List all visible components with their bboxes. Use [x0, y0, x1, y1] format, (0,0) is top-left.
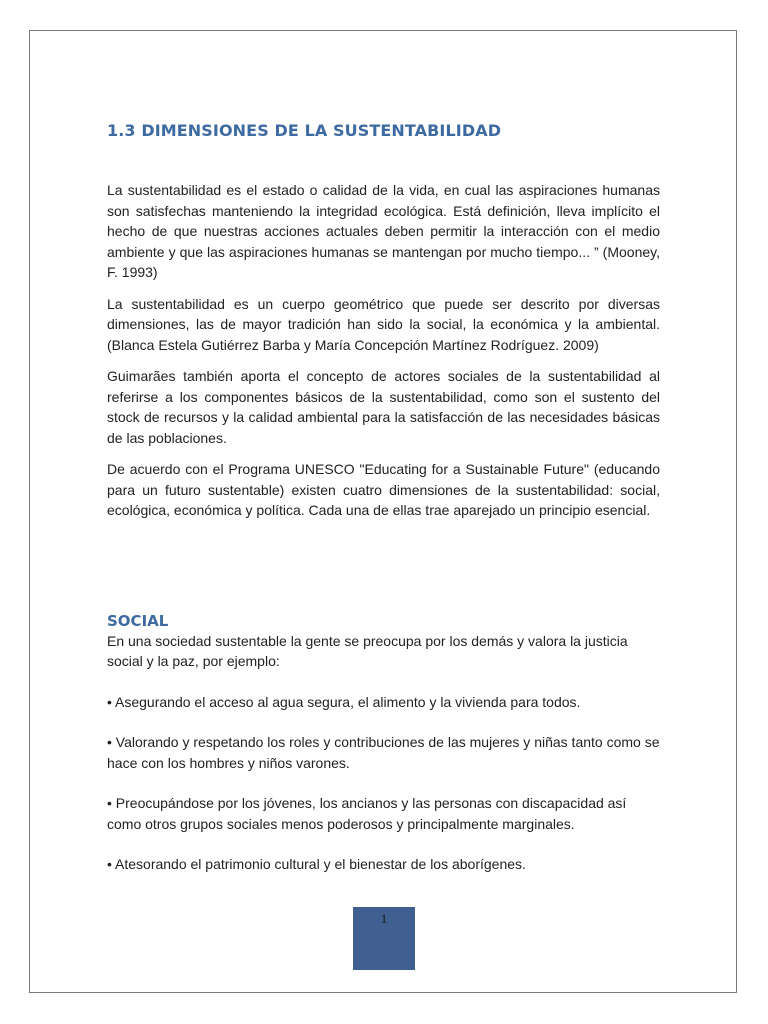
- list-item: • Valorando y respetando los roles y contribuciones de las mujeres y niñas tanto como se hace con los hombres y niños varones.: [107, 734, 660, 771]
- page-content: [107, 121, 660, 875]
- paragraph: La sustentabilidad es el estado o calidad de la vida, en cual las aspiraciones humanas son satisfechas manteniendo la integridad ecológica. Está definición, lleva implícito el hecho de que nuestras acciones actuales deben permitir la interacción con el medio ambiente y que las aspiraciones humanas se mantengan por mucho tiempo... ” (Mooney, F. 1993): [107, 182, 660, 280]
- list-item: • Atesorando el patrimonio cultural y el bienestar de los aborígenes.: [107, 856, 526, 872]
- page-number-badge: [353, 907, 415, 970]
- list-item: • Preocupándose por los jóvenes, los ancianos y las personas con discapacidad así como otros grupos sociales menos poderosos y principalmente marginales.: [107, 795, 627, 832]
- social-intro: En una sociedad sustentable la gente se preocupa por los demás y valora la justicia social y la paz, por ejemplo:: [107, 632, 628, 669]
- page-number: 1: [380, 911, 388, 926]
- paragraph: La sustentabilidad es un cuerpo geométrico que puede ser descrito por diversas dimensiones, las de mayor tradición han sido la social, la económica y la ambiental. (Blanca Estela Gutiérrez Barba y María Concepción Martínez Rodríguez. 2009): [107, 295, 660, 353]
- social-heading: SOCIAL: [107, 611, 169, 630]
- section-title: 1.3 DIMENSIONES DE LA SUSTENTABILIDAD: [107, 121, 502, 140]
- paragraph: Guimarães también aporta el concepto de actores sociales de la sustentabilidad al referirse a los componentes básicos de la sustentabilidad, como son el sustento del stock de recursos y la calidad ambiental para la satisfacción de las necesidades básicas de las poblaciones.: [107, 368, 660, 446]
- document-page: [29, 30, 737, 993]
- list-item: • Asegurando el acceso al agua segura, el alimento y la vivienda para todos.: [107, 693, 581, 710]
- paragraph: De acuerdo con el Programa UNESCO "Educating for a Sustainable Future" (educando para un futuro sustentable) existen cuatro dimensiones de la sustentabilidad: social, ecológica, económica y política. Cada una de ellas trae aparejado un principio esencial.: [107, 461, 660, 518]
